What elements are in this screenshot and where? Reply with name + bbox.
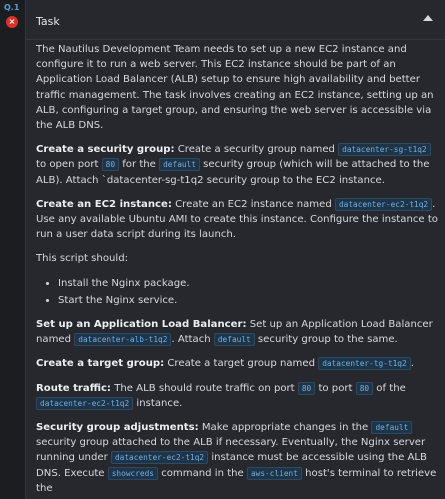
- step-text: Set up an Application Load Balancer named: [36, 319, 433, 346]
- step-text: instance must be accessible using the ALB DNS. Execute: [36, 452, 427, 479]
- list-item: • Install the Nginx package.: [58, 276, 441, 291]
- task-intro: The Nautilus Development Team needs to set up a new EC2 instance and configure it to run a web server. This EC2 instance should be part of an Application Load Balancer (ALB) setup to ensure high availability and better traffic management. The task involves creating an EC2 instance, setting up an ALB, configuring a target group, and ensuring the web server is accessible via the ALB DNS.: [36, 44, 434, 132]
- code-port: 80: [102, 158, 119, 171]
- step-heading: Create a target group:: [36, 358, 165, 370]
- step-ec2-instance: [36, 197, 441, 243]
- script-steps-list: [58, 276, 441, 308]
- code-showcreds: showcreds: [108, 467, 158, 480]
- code-default-sg: default: [159, 158, 200, 171]
- step-text: security group attached to the ALB if necessary. Eventually, the Nginx server running under: [36, 437, 426, 464]
- code-port: 80: [298, 382, 315, 395]
- step-text: . Use any available Ubuntu AMI to create this instance. Configure the instance to run a user data script during its launch.: [36, 198, 438, 241]
- step-heading: Security group adjustments:: [36, 422, 199, 434]
- code-ec2-name: datacenter-ec2-t1q2: [335, 198, 432, 211]
- step-security-group: [36, 142, 441, 188]
- task-panel: [25, 0, 445, 499]
- close-icon[interactable]: ×: [6, 16, 18, 28]
- task-content: [36, 42, 441, 499]
- step-route-traffic: [36, 381, 441, 411]
- code-tg-name: datacenter-tg-t1q2: [318, 357, 411, 370]
- step-text: to open port: [36, 159, 102, 171]
- panel-title: Task: [36, 15, 60, 28]
- code-aws-client: aws-client: [247, 467, 302, 480]
- code-default-sg: default: [214, 333, 255, 346]
- chevron-up-icon[interactable]: [423, 14, 433, 22]
- step-text: security group to the same.: [254, 334, 398, 346]
- step-heading: Create an EC2 instance:: [36, 198, 172, 210]
- step-text: .: [410, 358, 414, 370]
- code-alb-name: datacenter-alb-t1q2: [74, 333, 171, 346]
- step-text: security group (which will be attached to the ALB). Attach `datacenter-sg-t1q2 security group to the EC2 instance.: [36, 159, 430, 186]
- code-ec2-name: datacenter-ec2-t1q2: [36, 397, 133, 410]
- step-text: host's terminal to retrieve the: [36, 467, 437, 494]
- step-text: of the: [373, 382, 406, 394]
- step-text: for the: [119, 159, 160, 171]
- task-panel-header[interactable]: [26, 0, 445, 40]
- step-text: The ALB should route traffic on port: [110, 382, 298, 394]
- code-ec2-name: datacenter-ec2-t1q2: [111, 451, 208, 464]
- step-alb: [36, 317, 441, 347]
- code-default-sg: default: [371, 421, 412, 434]
- script-lead: This script should:: [36, 253, 129, 265]
- step-text: command in the: [157, 467, 247, 479]
- step-text: Make appropriate changes in the: [198, 422, 372, 434]
- code-sg-name: datacenter-sg-t1q2: [338, 143, 431, 156]
- step-heading: Route traffic:: [36, 382, 111, 394]
- step-target-group: [36, 356, 441, 371]
- list-item: • Start the Nginx service.: [58, 293, 441, 308]
- code-port: 80: [356, 382, 373, 395]
- step-sg-adjustments: [36, 420, 441, 496]
- question-number[interactable]: Q.1: [4, 3, 20, 12]
- step-heading: Set up an Application Load Balancer:: [36, 319, 247, 331]
- step-text: to port: [315, 382, 356, 394]
- step-text: . Attach: [171, 334, 214, 346]
- step-text: Create an EC2 instance named: [171, 198, 335, 210]
- step-heading: Create a security group:: [36, 144, 175, 156]
- question-rail: [0, 0, 25, 499]
- step-text: Create a security group named: [174, 144, 339, 156]
- step-text: instance.: [133, 397, 183, 409]
- step-text: Create a target group named: [164, 358, 319, 370]
